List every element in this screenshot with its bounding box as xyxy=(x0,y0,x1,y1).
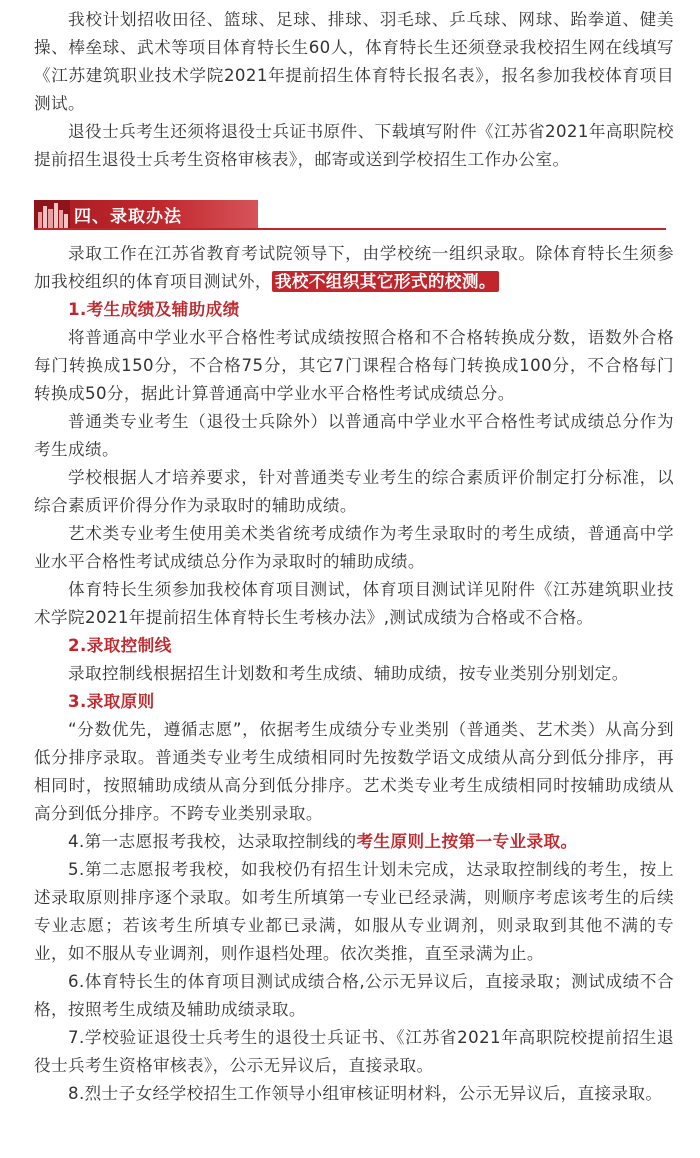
highlight-no-school-test: 我校不组织其它形式的校测。 xyxy=(272,271,499,292)
paragraph-principles: “分数优先，遵循志愿”，依据考生成绩分专业类别（普通类、艺术类）从高分到低分排序录取。普通类专业考生成绩相同时先按数学语文成绩从高分到低分排序，再相同时，按照辅助成绩从高分到低分排序。艺术类专业考生成绩相同时按辅助成绩从高分到低分排序。不跨专业类别录取。 xyxy=(34,720,674,823)
item4-text: 4.第一志愿报考我校，达录取控制线的 xyxy=(68,832,357,851)
paragraph-general-scores: 普通类专业考生（退役士兵除外）以普通高中学业水平合格性考试成绩总分作为考生成绩。 xyxy=(34,412,674,459)
paragraph-admission-intro xyxy=(34,240,674,296)
paragraph-control-line: 录取控制线根据招生计划数和考生成绩、辅助成绩，按专业类别分别划定。 xyxy=(68,664,629,683)
item-veteran-admission: 7.学校验证退役士兵考生的退役士兵证书、《江苏省2021年高职院校提前招生退役士兵考生资格审核表》，公示无异议后，直接录取。 xyxy=(34,1028,674,1075)
paragraph-sports-specialty: 我校计划招收田径、篮球、足球、排球、羽毛球、乒乓球、网球、跆拳道、健美操、棒垒球、武术等项目体育特长生60人，体育特长生还须登录我校招生网在线填写《江苏建筑职业技术学院2021年提前招生体育特长报名表》，报名参加我校体育项目测试。 xyxy=(34,10,674,113)
intro-text: 录取工作在江苏省教育考试院领导下，由学校统一组织录取。除体育特长生须参加我校组织的体育项目测试外， xyxy=(34,244,674,291)
section-title: 四、录取办法 xyxy=(74,206,182,227)
section-header-banner xyxy=(34,200,258,228)
item-martyr-children: 8.烈士子女经学校招生工作领导小组审核证明材料，公示无异议后，直接录取。 xyxy=(68,1084,663,1103)
item-first-choice xyxy=(34,828,674,856)
subheading-scores: 1.考生成绩及辅助成绩 xyxy=(68,300,240,319)
paragraph-sports-test: 体育特长生须参加我校体育项目测试，体育项目测试详见附件《江苏建筑职业技术学院2021年提前招生体育特长生考核办法》,测试成绩为合格或不合格。 xyxy=(34,580,674,627)
paragraph-score-conversion: 将普通高中学业水平合格性考试成绩按照合格和不合格转换成分数，语数外合格每门转换成150分，不合格75分，其它7门课程合格每门转换成100分，不合格每门转换成50分，据此计算普通高中学业水平合格性考试成绩总分。 xyxy=(34,328,674,403)
paragraph-veteran-materials: 退役士兵考生还须将退役士兵证书原件、下载填写附件《江苏省2021年高职院校提前招生退役士兵考生资格审核表》，邮寄或送到学校招生工作办公室。 xyxy=(34,122,674,169)
subheading-principles: 3.录取原则 xyxy=(68,692,155,711)
item-second-choice: 5.第二志愿报考我校，如我校仍有招生计划未完成，达录取控制线的考生，按上述录取原则排序逐个录取。如考生所填第一专业已经录满，则顺序考虑该考生的后续专业志愿；若该考生所填专业都已录满，如服从专业调剂，则录取到其他不满的专业，如不服从专业调剂，则作退档处理。依次类推，直至录满为止。 xyxy=(34,860,674,963)
item4-emphasis: 考生原则上按第一专业录取。 xyxy=(356,832,578,851)
section-divider xyxy=(34,228,666,230)
building-skyline-icon xyxy=(34,200,70,228)
subheading-control-line: 2.录取控制线 xyxy=(68,636,172,655)
paragraph-comprehensive-evaluation: 学校根据人才培养要求，针对普通类专业考生的综合素质评价制定打分标准，以综合素质评价得分作为录取时的辅助成绩。 xyxy=(34,468,674,515)
item-sports-admission: 6.体育特长生的体育项目测试成绩合格,公示无异议后，直接录取；测试成绩不合格，按照考生成绩及辅助成绩录取。 xyxy=(34,972,674,1019)
paragraph-art-scores: 艺术类专业考生使用美术类省统考成绩作为考生录取时的考生成绩，普通高中学业水平合格性考试成绩总分作为录取时的辅助成绩。 xyxy=(34,524,674,571)
